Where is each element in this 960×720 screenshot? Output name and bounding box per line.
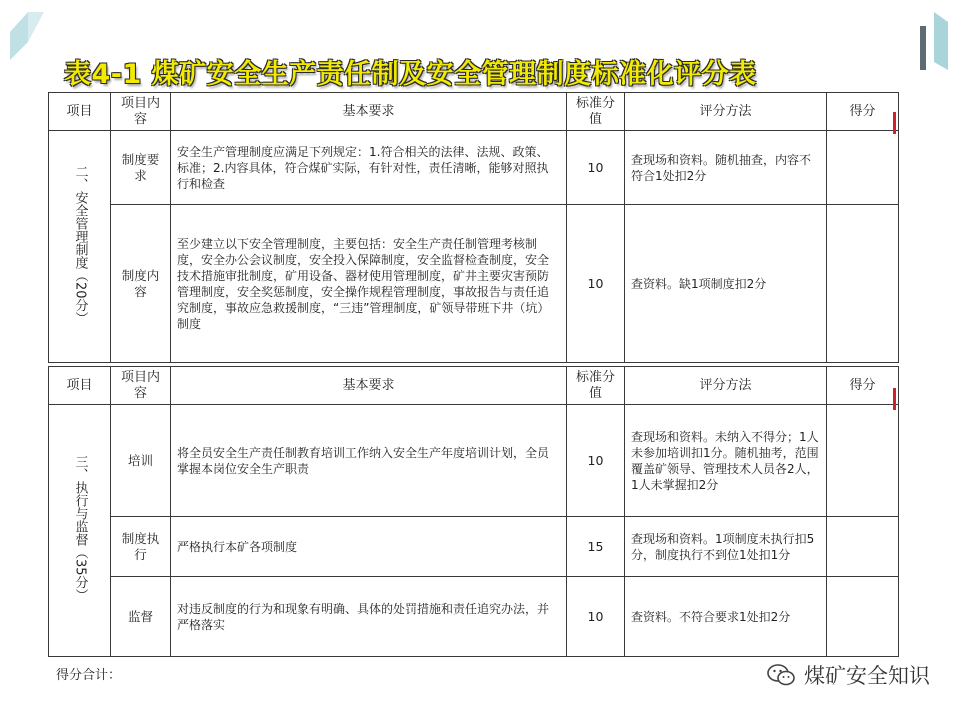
header-score: 得分 [827,93,899,131]
score-table-section-2 [48,92,899,363]
table-row [49,405,899,517]
score-cell [827,131,899,205]
header-requirement: 基本要求 [171,93,567,131]
standard-cell: 15 [567,517,625,577]
corner-decoration [10,12,44,60]
method-cell: 查现场和资料。未纳入不得分；1人未参加培训扣1分。随机抽考，范围覆盖矿领导、管理技术人员各2人，1人未掌握扣2分 [625,405,827,517]
sub-item-cell: 制度执行 [111,517,171,577]
header-requirement: 基本要求 [171,367,567,405]
sub-item-cell: 监督 [111,577,171,657]
method-cell: 查现场和资料。随机抽查，内容不符合1处扣2分 [625,131,827,205]
table-row [49,577,899,657]
method-cell: 查现场和资料。1项制度未执行扣5分，制度执行不到位1处扣1分 [625,517,827,577]
standard-cell: 10 [567,205,625,363]
header-standard: 标准分值 [567,367,625,405]
requirement-cell: 将全员安全生产责任制教育培训工作纳入安全生产年度培训计划，全员掌握本岗位安全生产职责 [171,405,567,517]
table-row [49,131,899,205]
method-cell: 查资料。不符合要求1处扣2分 [625,577,827,657]
method-cell: 查资料。缺1项制度扣2分 [625,205,827,363]
score-cell [827,517,899,577]
wechat-icon [766,662,796,688]
table-header-row [49,93,899,131]
table-row [49,205,899,363]
section-label: 三、执行与监督（35分） [49,405,111,657]
requirement-cell: 至少建立以下安全管理制度，主要包括：安全生产责任制管理考核制度，安全办公会议制度，安全投入保障制度，安全监督检查制度，安全技术措施审批制度，矿用设备、器材使用管理制度，矿井主要灾害预防管理制度，安全奖惩制度，安全操作规程管理制度，事故报告与责任追究制度，事故应急救援制度，“三违”管理制度，矿领导带班下井（坑）制度 [171,205,567,363]
watermark-text: 煤矿安全知识 [804,664,930,688]
standard-cell: 10 [567,577,625,657]
header-item: 项目 [49,93,111,131]
standard-cell: 10 [567,405,625,517]
sub-item-cell: 制度要求 [111,131,171,205]
page-title: 表4-1 煤矿安全生产责任制及安全管理制度标准化评分表 [64,59,757,90]
sub-item-cell: 制度内容 [111,205,171,363]
header-score: 得分 [827,367,899,405]
total-score-label: 得分合计： [56,668,122,683]
table-row [49,517,899,577]
red-edge-mark [893,112,896,134]
requirement-cell: 安全生产管理制度应满足下列规定：1.符合相关的法律、法规、政策、标准；2.内容具体，符合煤矿实际，有针对性，责任清晰，能够对照执行和检查 [171,131,567,205]
header-sub-item: 项目内容 [111,93,171,131]
header-standard: 标准分值 [567,93,625,131]
section-label: 二、安全管理制度（20分） [49,131,111,363]
header-method: 评分方法 [625,367,827,405]
requirement-cell: 对违反制度的行为和现象有明确、具体的处罚措施和责任追究办法，并严格落实 [171,577,567,657]
standard-cell: 10 [567,131,625,205]
score-table-section-3 [48,366,899,657]
score-cell [827,577,899,657]
requirement-cell: 严格执行本矿各项制度 [171,517,567,577]
corner-decoration [920,12,948,70]
header-item: 项目 [49,367,111,405]
table-header-row [49,367,899,405]
header-method: 评分方法 [625,93,827,131]
watermark [766,660,930,690]
header-sub-item: 项目内容 [111,367,171,405]
score-cell [827,205,899,363]
red-edge-mark [893,388,896,410]
sub-item-cell: 培训 [111,405,171,517]
score-cell [827,405,899,517]
